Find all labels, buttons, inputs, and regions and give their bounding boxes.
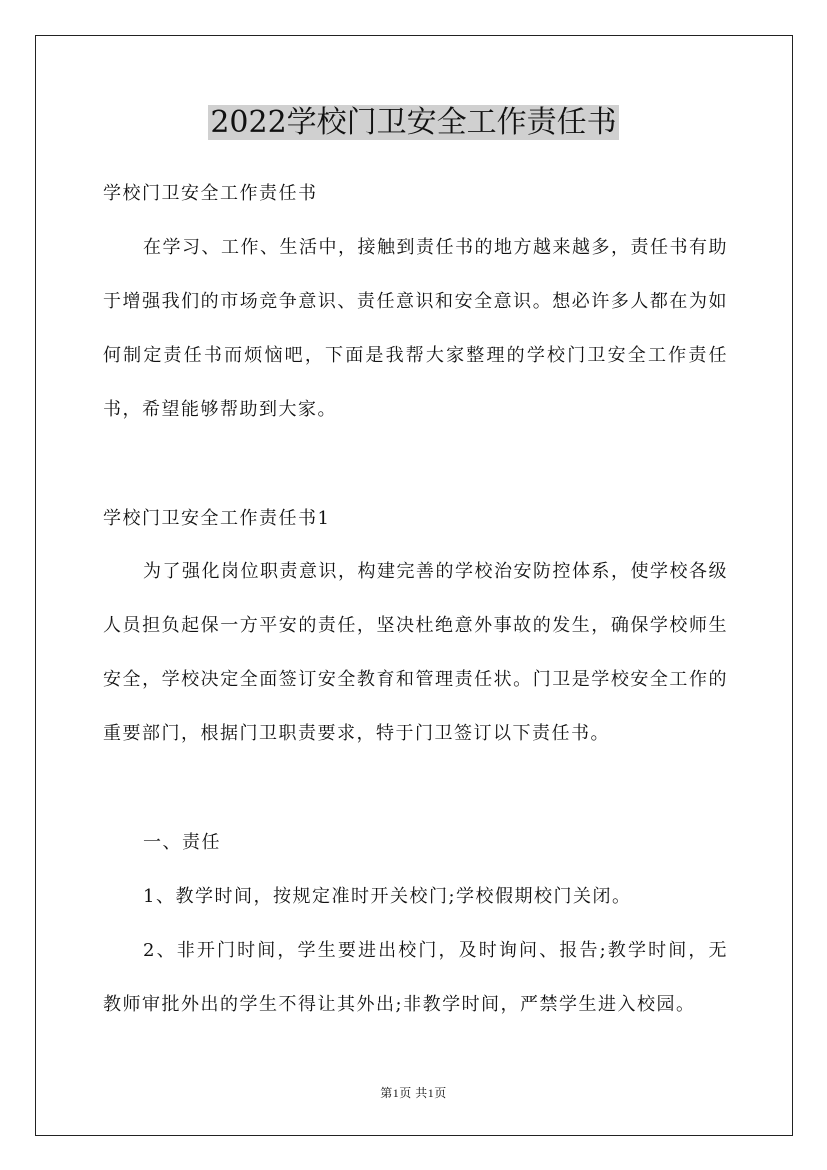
- intro-paragraph: 在学习、工作、生活中，接触到责任书的地方越来越多，责任书有助于增强我们的市场竞争意识、责任意识和安全意识。想必许多人都在为如何制定责任书而烦恼吧，下面是我帮大家整理的学校门卫安全工作责任书，希望能够帮助到大家。: [103, 237, 728, 420]
- item-heading: 一、责任: [143, 832, 221, 853]
- section-body-paragraph: 为了强化岗位职责意识，构建完善的学校治安防控体系，使学校各级人员担负起保一方平安的责任，坚决杜绝意外事故的发生，确保学校师生安全，学校决定全面签订安全教育和管理责任状。门卫是学校安全工作的重要部门，根据门卫职责要求，特于门卫签订以下责任书。: [103, 561, 728, 744]
- list-item: 1、教学时间，按规定准时开关校门;学校假期校门关闭。: [143, 886, 632, 907]
- document-title: 2022学校门卫安全工作责任书: [210, 105, 617, 140]
- list-item: 2、非开门时间，学生要进出校门，及时询问、报告;教学时间，无教师审批外出的学生不得让其外出;非教学时间，严禁学生进入校园。: [103, 940, 728, 1015]
- document-subtitle: 学校门卫安全工作责任书: [103, 183, 318, 204]
- section-heading: 学校门卫安全工作责任书1: [103, 508, 331, 529]
- page-footer: 第1页 共1页: [380, 1086, 447, 1100]
